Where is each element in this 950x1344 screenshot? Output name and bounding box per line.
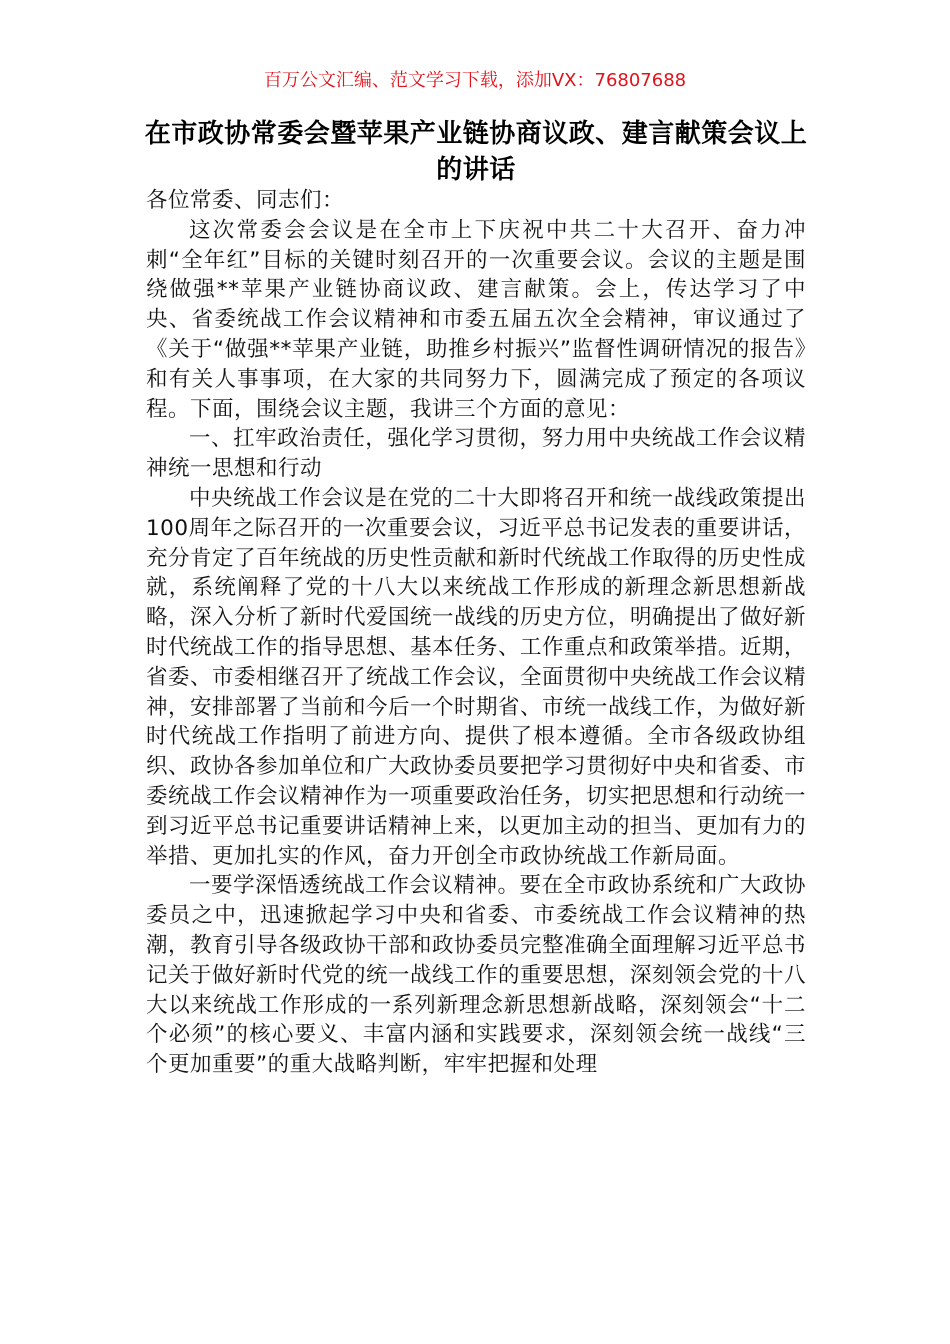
section-heading-1: 一、扛牢政治责任，强化学习贯彻，努力用中央统战工作会议精神统一思想和行动 [146,426,806,482]
paragraph-central-meeting: 中央统战工作会议是在党的二十大即将召开和统一战线政策提出100周年之际召开的一次重要会议，习近平总书记发表的重要讲话，充分肯定了百年统战的历史性贡献和新时代统战工作取得的历史性成就，系统阐释了党的十八大以来统战工作形成的新理念新思想新战略，深入分析了新时代爱国统一战线的历史方位，明确提出了做好新时代统战工作的指导思想、基本任务、工作重点和政策举措。近期，省委、市委相继召开了统战工作会议，全面贯彻中央统战工作会议精神，安排部署了当前和今后一个时期省、市统一战线工作，为做好新时代统战工作指明了前进方向、提供了根本遵循。全市各级政协组织、政协各参加单位和广大政协委员要把学习贯彻好中央和省委、市委统战工作会议精神作为一项重要政治任务，切实把思想和行动统一到习近平总书记重要讲话精神上来，以更加主动的担当、更加有力的举措、更加扎实的作风，奋力开创全市政协统战工作新局面。 [146,485,807,869]
salutation: 各位常委、同志们： [146,188,345,213]
document-body [146,186,806,1080]
header-banner: 百万公文汇编、范文学习下载，添加VX：76807688 [263,70,687,91]
paragraph-study-spirit: 一要学深悟透统战工作会议精神。要在全市政协系统和广大政协委员之中，迅速掀起学习中央和省委、市委统战工作会议精神的热潮，教育引导各级政协干部和政协委员完整准确全面理解习近平总书记关于做好新时代党的统一战线工作的重要思想，深刻领会党的十八大以来统战工作形成的一系列新理念新思想新战略，深刻领会“十二个必须”的核心要义、丰富内涵和实践要求，深刻领会统一战线“三个更加重要”的重大战略判断，牢牢把握和处理 [146,873,807,1078]
paragraph-intro: 这次常委会会议是在全市上下庆祝中共二十大召开、奋力冲刺“全年红”目标的关键时刻召开的一次重要会议。会议的主题是围绕做强**苹果产业链协商议政、建言献策。会上，传达学习了中央、省委统战工作会议精神和市委五届五次全会精神，审议通过了《关于“做强**苹果产业链，助推乡村振兴”监督性调研情况的报告》和有关人事事项，在大家的共同努力下，圆满完成了预定的各项议程。下面，围绕会议主题，我讲三个方面的意见： [146,217,806,422]
document-title: 在市政协常委会暨苹果产业链协商议政、建言献策会议上的讲话 [144,119,808,185]
